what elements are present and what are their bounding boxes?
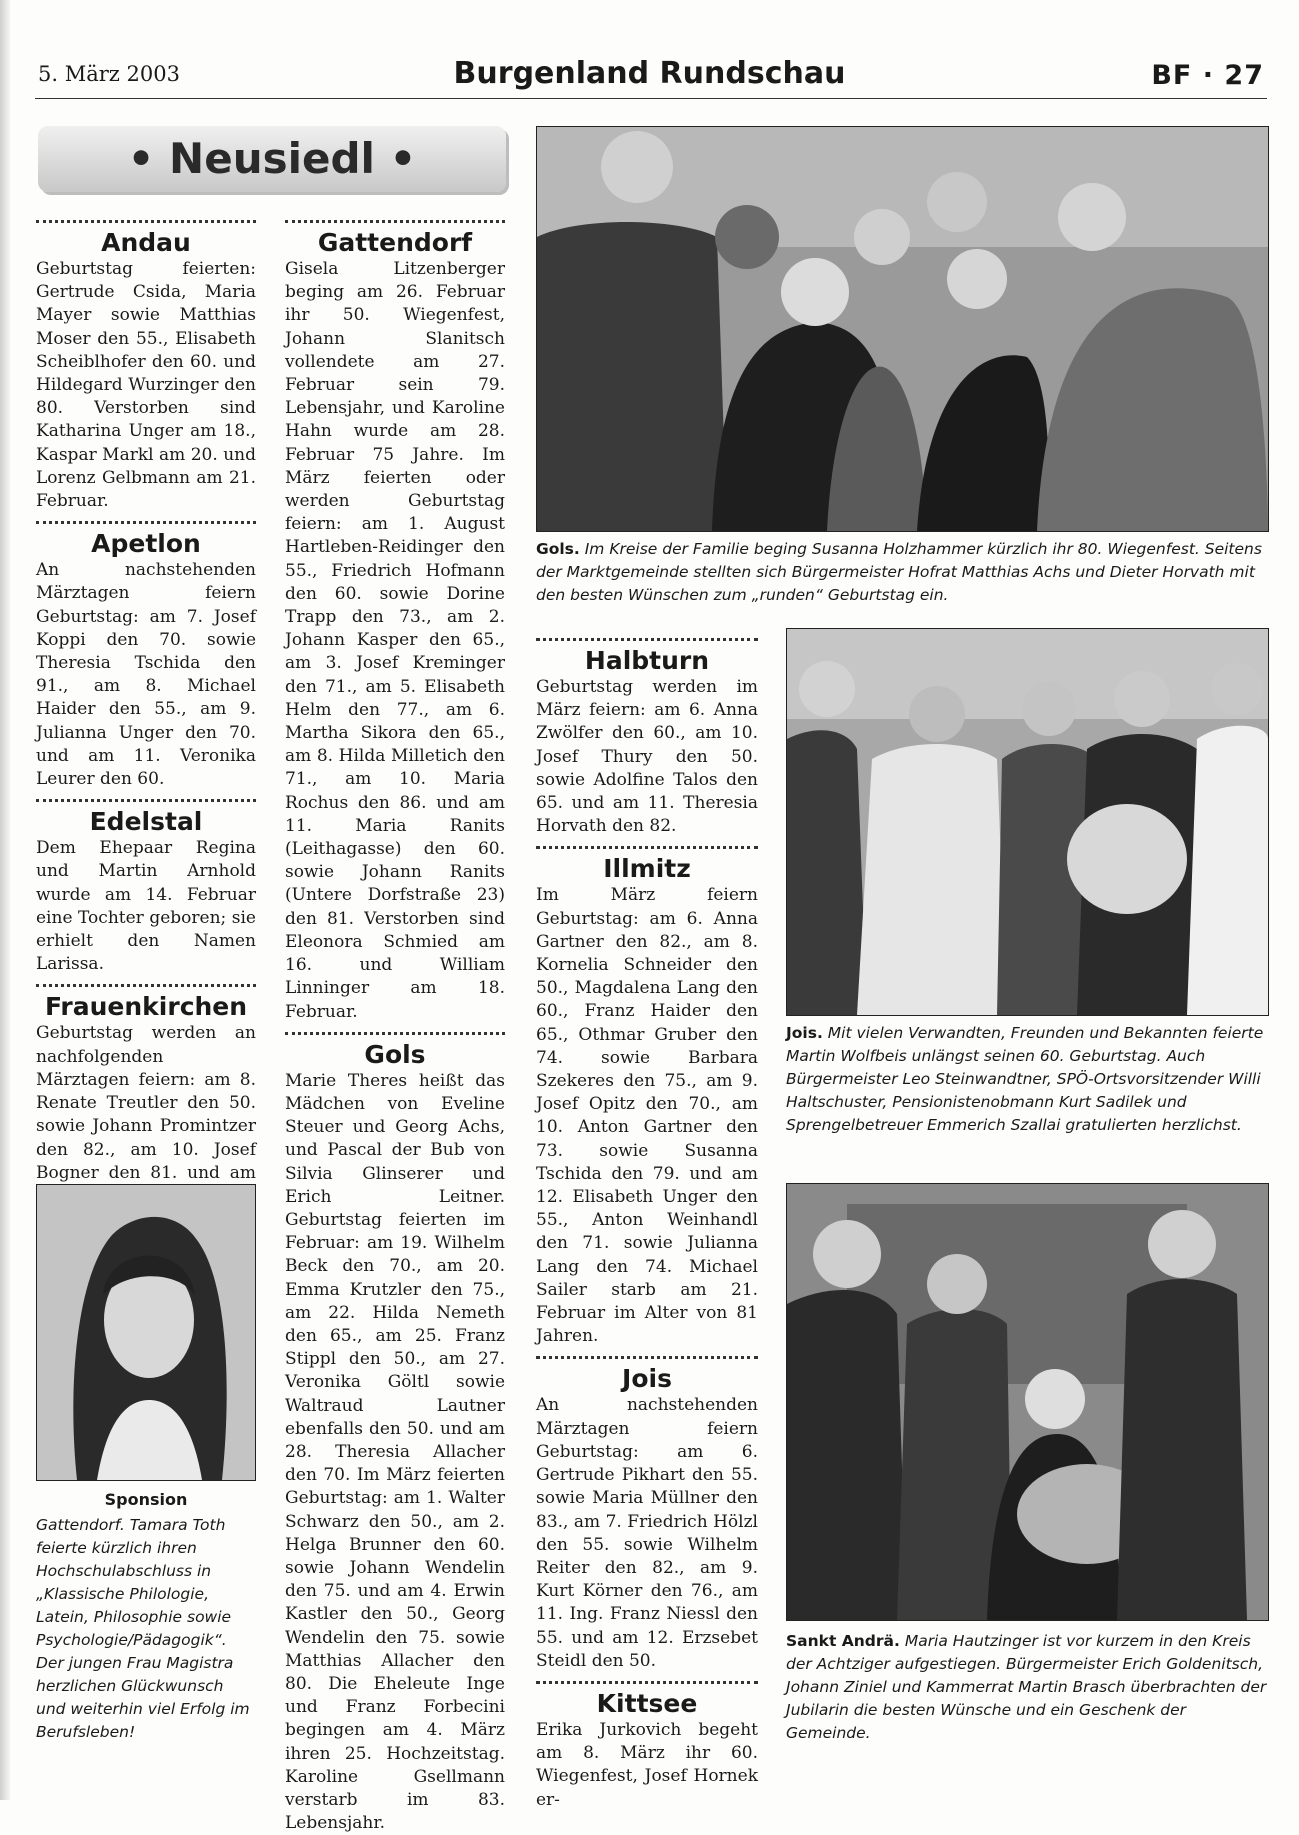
- dotted-divider: [36, 984, 256, 987]
- dotted-divider: [285, 220, 505, 223]
- article-text: Geburtstag werden an nachfolgenden Märztagen feiern: am 8. Renate Treutler den 50. sowie Johann Promintzer den 82., am 10. Josef Bogner den 81. und am: [36, 1023, 256, 1183]
- caption-lead: Jois.: [786, 1024, 823, 1042]
- article-text: Marie Theres heißt das Mädchen von Eveline Steuer und Georg Achs, und Pascal der Bub von Silvia Glinserer und Erich Leitner. Geburtstag feierten im Februar: am 19. Wilhelm Beck den 70., am 20. Emma Krutzler den 75., am 22. Hilda Nemeth den 65., am 25. Franz Stippl den 50., am 27. Veronika Göltl sowie Waltraud Lautner ebenfalls den 50. und am 28. Theresia Allacher den 70. Im März feierten Geburtstag: am 1. Walter Schwarz den 50., am 2. Helga Brunner den 60. sowie Johann Wendelin den 75. und am 4. Erwin Kastler den 50., Georg Wendelin den 75. sowie Matthias Allacher den 80. Die Eheleute Inge und Franz Forbecini begingen am 4. März ihren 25. Hochzeitstag. Karoline Gsellmann verstarb im 83. Lebensjahr.: [285, 1070, 505, 1834]
- article-text: Dem Ehepaar Regina und Martin Arnhold wurde am 14. Februar eine Tochter geboren; sie erhielt den Namen Larissa.: [36, 838, 256, 975]
- article-text: Gisela Litzenberger beging am 26. Februar ihr 50. Wiegenfest, Johann Slanitsch vollendete am 27. Februar sein 79. Lebensjahr, und Karoline Hahn wurde am 28. Februar 75 Jahre. Im März feierten oder werden Geburtstag feiern: am 1. August Hartleben-Reidinger den 55., Friedrich Hofmann den 60. sowie Dorine Trapp den 73., am 2. Johann Kasper den 65., am 3. Josef Kreminger den 71., am 5. Elisabeth Helm den 77., am 6. Martha Sikora den 65., am 8. Hilda Milletich den 71., am 10. Maria Rochus den 86. und am 11. Maria Ranits (Leithagasse) den 60. sowie Johann Ranits (Untere Dorfstraße 23) den 81. Verstorben sind Eleonora Schmied am 16. und William Linninger am 18. Februar.: [285, 259, 505, 1022]
- caption-text: Maria Hautzinger ist vor kurzem in den Kreis der Achtziger aufgestiegen. Bürgermeister Erich Goldenitsch, Johann Ziniel und Kammerrat Martin Brasch überbrachten der Jubilarin die besten Wünsche und ein Geschenk der Gemeinde.: [786, 1632, 1267, 1742]
- jois-photo-image: [787, 629, 1268, 1015]
- caption-text: Mit vielen Verwandten, Freunden und Bekannten feierte Martin Wolfbeis unlängst seinen 60. Geburtstag. Auch Bürgermeister Leo Steinwandtner, SPÖ-Ortsvorsitzender Willi Haltschuster, Pensionistenobmann Kurt Sadilek und Sprengelbetreuer Emmerich Szallai gratulierten herzlichst.: [786, 1024, 1264, 1134]
- town-heading: Apetlon: [91, 529, 201, 559]
- column-3: [536, 630, 758, 1812]
- town-heading: Jois: [622, 1364, 672, 1394]
- sankt-andrae-caption: [786, 1630, 1267, 1745]
- jois-group-photo: [786, 628, 1269, 1016]
- town-heading: Edelstal: [89, 807, 203, 837]
- article-text: Geburtstag werden im März feiern: am 6. Anna Zwölfer den 60., am 10. Josef Thury den 50. sowie Adolfine Talos den 65. und am 11. Theresia Horvath den 82.: [536, 677, 758, 837]
- column-1: [36, 212, 256, 1231]
- dotted-divider: [285, 1032, 505, 1035]
- dotted-divider: [536, 846, 758, 849]
- dotted-divider: [536, 638, 758, 641]
- sponsion-heading: Sponsion: [104, 1490, 188, 1509]
- column-2: [285, 212, 505, 1835]
- town-heading: Halbturn: [584, 646, 710, 675]
- newspaper-title: Burgenland Rundschau: [453, 56, 846, 91]
- gols-photo-image: [537, 127, 1268, 531]
- page-edge: [0, 0, 10, 1800]
- region-banner: [38, 126, 506, 192]
- gols-caption: [536, 538, 1267, 607]
- article-text: An nachstehenden Märztagen feiern Geburtstag: am 6. Gertrude Pikhart den 55. sowie Maria Müllner den 83., am 7. Friedrich Hölzl den 55. sowie Wilhelm Reiter den 82., am 9. Kurt Körner den 76., am 11. Ing. Franz Niessl den 55. und am 12. Erzsebet Steidl den 50.: [536, 1395, 758, 1671]
- dotted-divider: [36, 220, 256, 223]
- dotted-divider: [36, 521, 256, 524]
- jois-caption: [786, 1022, 1267, 1137]
- town-heading: Kittsee: [596, 1688, 698, 1718]
- portrait-photo: [36, 1184, 256, 1481]
- town-heading: Frauenkirchen: [44, 992, 248, 1022]
- caption-lead: Gols.: [536, 540, 580, 558]
- gols-group-photo: [536, 126, 1269, 532]
- town-heading: Gols: [364, 1039, 426, 1069]
- region-title: • Neusiedl •: [127, 134, 417, 183]
- article-text: Im März feiern Geburtstag: am 6. Anna Gartner den 82., am 8. Kornelia Schneider den 50., Magdalena Lang den 60., Franz Haider den 65., Othmar Gruber den 74. sowie Barbara Szekeres den 75., am 9. Josef Opitz den 70., am 10. Anton Gartner den 73. sowie Susanna Tschida den 79. und am 12. Elisabeth Unger den 55., Anton Weinhandl den 71. sowie Julianna Lang den 74. Michael Sailer starb am 21. Februar im Alter von 81 Jahren.: [536, 885, 758, 1347]
- article-text: Geburtstag feierten: Gertrude Csida, Maria Mayer sowie Matthias Moser den 55., Elisabeth Scheiblhofer den 60. und Hildegard Wurzinger den 80. Verstorben sind Katharina Unger am 18., Kaspar Markl am 20. und Lorenz Gelbmann am 21. Februar.: [36, 259, 256, 512]
- dotted-divider: [536, 1356, 758, 1359]
- page-number: BF · 27: [1151, 60, 1264, 91]
- caption-text: Im Kreise der Familie beging Susanna Holzhammer kürzlich ihr 80. Wiegenfest. Seitens der Marktgemeinde stellten sich Bürgermeister Hofrat Matthias Achs und Dieter Horvath mit den besten Wünschen zum „runden“ Geburtstag ein.: [536, 540, 1262, 604]
- article-text: Erika Jurkovich begeht am 8. März ihr 60. Wiegenfest, Josef Hornek er-: [536, 1719, 758, 1810]
- issue-date: 5. März 2003: [38, 62, 180, 86]
- caption-lead: Sankt Andrä.: [786, 1632, 900, 1650]
- town-heading: Gattendorf: [317, 228, 473, 257]
- town-heading: Andau: [101, 228, 191, 257]
- article-text: An nachstehenden Märztagen feiern Geburtstag: am 7. Josef Koppi den 70. sowie Theresia Tschida den 91., am 8. Michael Haider den 55., am 9. Julianna Unger den 70. und am 11. Veronika Leurer den 60.: [36, 560, 256, 790]
- sankt-andrae-photo: [786, 1183, 1269, 1621]
- dotted-divider: [36, 799, 256, 802]
- sponsion-caption: Gattendorf. Tamara Toth feierte kürzlich ihren Hochschulabschluss in „Klassische Philologie, Latein, Philosophie sowie Psychologie/Pädagogik“. Der jungen Frau Magistra herzlichen Glückwunsch und weiterhin viel Erfolg im Berufsleben!: [36, 1516, 250, 1741]
- portrait-image: [37, 1185, 255, 1480]
- header-rule: [35, 98, 1267, 99]
- dotted-divider: [536, 1681, 758, 1684]
- town-heading: Illmitz: [603, 854, 691, 884]
- sankt-andrae-photo-image: [787, 1184, 1268, 1620]
